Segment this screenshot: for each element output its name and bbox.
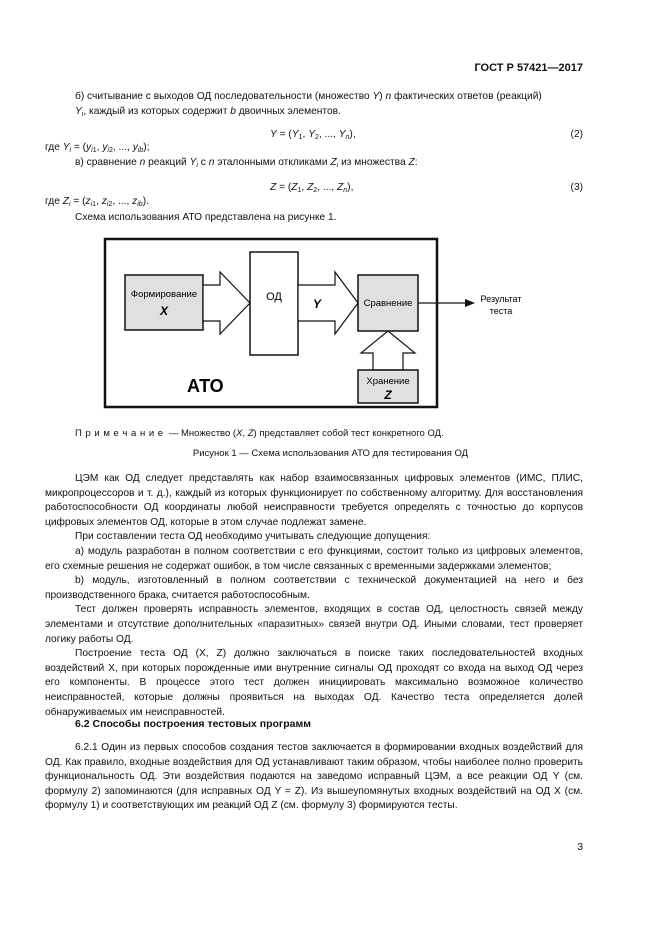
arrow-od-to-compare: [298, 272, 358, 334]
figure-note: [75, 428, 444, 439]
formula-3-number: (3): [570, 182, 583, 193]
result-arrowhead: [465, 299, 475, 307]
note-prefix: П р и м е ч а н и е: [75, 428, 164, 439]
page-number: 3: [577, 842, 583, 853]
compare-label: Сравнение: [363, 298, 413, 309]
od-box: [250, 252, 298, 355]
storage-label: Хранение: [366, 376, 410, 387]
para-v: в) сравнение n реакций $Y_i$ с n эталонными откликами $Z_i$ из множества Z:: [75, 157, 418, 169]
paragraph-1: ЦЭМ как ОД следует представлять как набор взаимосвязанных цифровых элементов (ИМС, ПЛИС, микропроцессоров и т. д.), каждый из которых функционирует по собственному алгоритму. Для восстановления работоспособности ОД координаты любой неисправности требуется определять с точностью до корпусов цифровых элементов ОД, которые в этом случае подлежат замене.: [45, 473, 583, 528]
formirovanie-var: X: [159, 304, 169, 318]
note-text: — Множество (X, Z) представляет собой тест конкретного ОД.: [166, 428, 444, 439]
body-text: [45, 472, 583, 720]
result-label-1: Результат: [480, 294, 522, 304]
paragraph-5: Тест должен проверять исправность элементов, входящих в состав ОД, целостность связей между элементами и отсутствие дополнительных «паразитных» связей внутри ОД. Иными словами, тест проверяет логику работы ОД.: [45, 604, 583, 645]
where-y: где $Y_i = (y_{i1}$, $y_{i2}$, ..., $y_{ib}$);: [45, 142, 150, 154]
formula-2: $Y = (Y_1$, $Y_2$, ..., $Y_n$),: [270, 129, 356, 141]
storage-var: Z: [384, 388, 392, 402]
scheme-intro: Схема использования АТО представлена на рисунке 1.: [75, 212, 337, 223]
formirovanie-label: Формирование: [130, 289, 198, 300]
result-label-2: теста: [489, 306, 513, 316]
where-z: где $Z_i = (z_{i1}$, $z_{i2}$, ..., $z_{ib}$).: [45, 196, 149, 208]
paragraph-4: b) модуль, изготовленный в полном соответствии с технической документацией на него и без производственного брака, считается работоспособным.: [45, 575, 583, 601]
ato-diagram: [95, 230, 555, 420]
paragraph-3: а) модуль разработан в полном соответствии с его функциями, состоит только из цифровых элементов, его схемные решения не содержат ошибок, в том числе связанных с временными задержками элементов;: [45, 545, 583, 572]
formula-2-number: (2): [570, 129, 583, 140]
section-paragraph: 6.2.1 Один из первых способов создания тестов заключается в формировании входных воздействий для ОД. Как правило, входные воздействия для ОД устанавливают таким образом, чтобы наиболее полно проверить функциональность ОД. Эти воздействия подаются на заведомо исправный ЦЭМ, а все реакции ОД Y (см. формулу 2) запоминаются (для исправных ОД Y = Z). Из вышеупомянутых входных воздействий на ОД X (см. формулу 1) и соответствующих им реакций ОД Z (см. формулу 3) формируются тесты.: [45, 742, 583, 812]
y-label: Y: [312, 297, 322, 311]
standard-header: ГОСТ Р 57421—2017: [474, 62, 583, 74]
formula-3: $Z = (Z_1$, $Z_2$, ..., $Z_n$),: [270, 182, 354, 194]
paragraph-6: Построение теста ОД (X, Z) должно заключаться в поиске таких последовательностей входных воздействий X, при которых порожденные ими внутренние сигналы ОД проходят со входа на выход ОД через его компоненты. В процессе этого тест должен инициировать максимально возможное количество неисправностей, которые должны проявиться на выходах ОД. Качество теста определяется долей обнаруживаемых им неисправностей.: [45, 648, 583, 718]
para-b: [75, 90, 583, 122]
figure-caption: Рисунок 1 — Схема использования АТО для тестирования ОД: [192, 448, 469, 459]
od-label: ОД: [266, 291, 282, 303]
para-b-line2: $Y_i$, каждый из которых содержит b двоичных элементов.: [75, 105, 341, 118]
arrow-storage-to-compare: [361, 331, 415, 370]
formirovanie-box: [125, 275, 203, 330]
ato-label: АТО: [187, 376, 224, 396]
section-title: 6.2 Способы построения тестовых программ: [75, 718, 312, 730]
para-b-line1: б) считывание с выходов ОД последовательности (множество Y) n фактических ответов (реакций): [75, 91, 542, 102]
paragraph-2: При составлении теста ОД необходимо учитывать следующие допущения:: [75, 531, 431, 543]
arrow-x-to-od: [203, 272, 250, 334]
